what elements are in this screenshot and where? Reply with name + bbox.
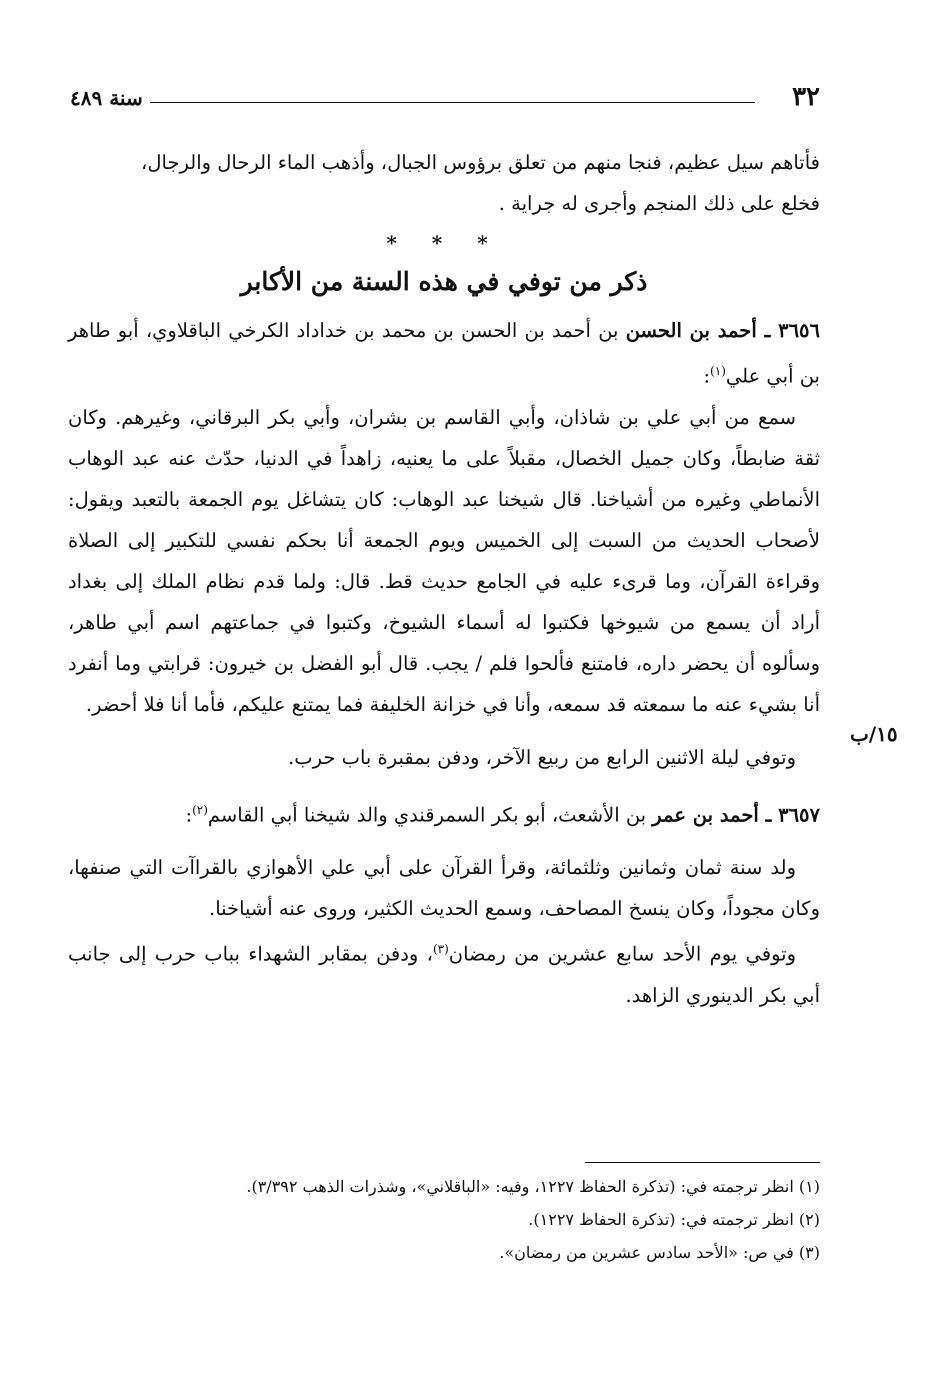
spacer [68,778,820,790]
footnote-ref-2: (٢) [192,802,208,817]
intro-line-2: فخلع على ذلك المنجم وأجرى له جراية . [498,192,820,215]
entry-3656-name: ٣٦٥٦ ـ أحمد بن الحسن [625,319,820,342]
section-separator: * * * [386,231,502,255]
entry-3657-paragraph-1: ولد سنة ثمان وثمانين وثلثمائة، وقرأ القرآن على أبي علي الأهوازي بالقراآت التي صنفها، وكان مجوداً، وكان ينسخ المصاحف، وسمع الحديث الكثير، وروى عنه أشياخنا. [68,856,820,920]
entry-3657-colon: : [185,803,193,826]
footnote-3: (٣) في ص: «الأحد سادس عشرين من رمضان». [499,1243,820,1262]
footnotes [120,1170,820,1269]
entry-3656-colon: : [703,364,711,388]
main-text [68,142,820,1016]
footnote-1: (١) انظر ترجمته في: (تذكرة الحفاظ ١٢٢٧، وفيه: «الباقلاني»، وشذرات الذهب ٣/٣٩٢). [246,1177,820,1196]
manuscript-folio-marker: ١٥/ب [850,722,898,746]
footnote-rule [585,1162,820,1163]
page-number: ٣٢ [792,82,820,112]
footnote-ref-1: (١) [710,364,726,378]
spacer [68,725,820,737]
entry-3656-paragraph-1: سمع من أبي علي بن شاذان، وأبي القاسم بن بشران، وأبي بكر البرقاني، وغيرهم. وكان ثقة ضابطاً، وكان جميل الخصال، مقبلاً على ما يعنيه، زاهداً في الدنيا، حدّث عنه عبد الوهاب الأنماطي وغيره من أشياخنا. قال شيخنا عبد الوهاب: كان يتشاغل يوم الجمعة بالتعبد ويقول: لأصحاب الحديث من السبت إلى الخميس ويوم الجمعة أنا بحكم نفسي للتكبير إلى الصلاة وقراءة القرآن، وما قرىء عليه في الجامع حديث قط. قال: ولما قدم نظام الملك إلى بغداد أراد أن يسمع من شيوخها فكتبوا له أسماء الشيوخ، وكتبوا في جماعتهم اسم أبي طاهر، وسألوه أن يحضر داره، فامتنع فألحوا فلم / يجب. قال أبو الفضل بن خيرون: قرابتي وما أنفرد أنا بشيء عنه ما سمعته قد سمعه، وأنا في خزانة الخليفة فما يمتنع عليكم، فأما أنا فلا أحضر. [68,405,820,716]
intro-line-1: فأتاهم سيل عظيم، فنجا منهم من تعلق برؤوس الجبال، وأذهب الماء الرحال والرجال، [141,151,820,174]
footnote-2: (٢) انظر ترجمته في: (تذكرة الحفاظ ١٢٢٧). [528,1210,820,1229]
page-header [70,82,820,122]
entry-3657-death-a: وتوفي يوم الأحد سابع عشرين من رمضان [448,942,797,966]
footnote-ref-3: (٣) [432,942,449,956]
entry-3656-paragraph-2: وتوفي ليلة الاثنين الرابع من ربيع الآخر، ودفن بمقبرة باب حرب. [288,745,796,769]
entry-3657-name: ٣٦٥٧ ـ أحمد بن عمر [652,803,820,826]
entry-3656-title [68,310,820,397]
entry-3657-death-b: ، ودفن بمقابر الشهداء بباب حرب إلى جانب أبي بكر الدينوري الزاهد. [68,942,820,1007]
entry-3657-paragraph-2 [68,929,820,1016]
entry-3656-lineage: بن أحمد بن الحسن بن محمد بن خداداد الكرخي الباقلاوي، أبو طاهر بن أبي علي [68,319,820,388]
section-heading: ذكر من توفي في هذه السنة من الأكابر [240,267,648,296]
header-rule [150,102,755,103]
entry-3657-title [68,790,820,836]
spacer [68,835,820,847]
running-head-year: سنة ٤٨٩ [70,86,143,110]
entry-3657-lineage: بن الأشعث، أبو بكر السمرقندي والد شيخنا أبي القاسم [207,803,653,826]
